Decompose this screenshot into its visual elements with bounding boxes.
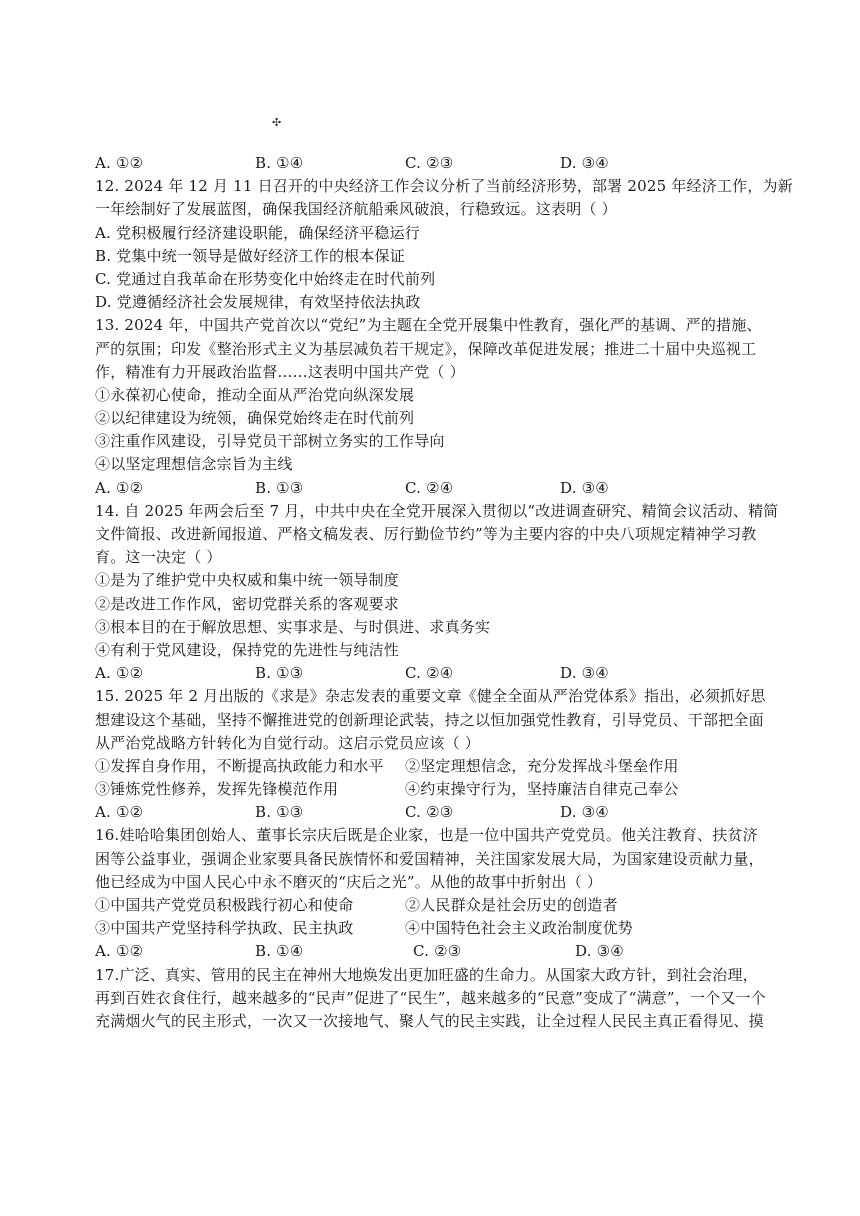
option-b: B. ①③ bbox=[255, 478, 304, 497]
options-row bbox=[95, 801, 795, 824]
statement: ③注重作风建设，引导党员干部树立务实的工作导向 bbox=[95, 432, 445, 451]
option-c: C. ②④ bbox=[405, 664, 454, 683]
question-17 bbox=[95, 964, 795, 1034]
question-stem-line: 他已经成为中国人民心中永不磨灭的“庆后之光”。从他的故事中折射出（ ） bbox=[95, 872, 603, 891]
statement-row bbox=[95, 917, 795, 940]
statement: ③根本目的在于解放思想、实事求是、与时俱进、求真务实 bbox=[95, 617, 491, 636]
option-c: C. ②③ bbox=[405, 803, 454, 822]
question-12 bbox=[95, 175, 795, 314]
statement: ④中国特色社会主义政治制度优势 bbox=[405, 919, 634, 938]
option-c: C. ②③ bbox=[413, 942, 462, 961]
prev-options bbox=[95, 152, 795, 175]
statement: ④以坚定理想信念宗旨为主线 bbox=[95, 455, 293, 474]
statement: ①中国共产党党员积极践行初心和使命 bbox=[95, 896, 354, 914]
option-c: C. ②③ bbox=[405, 154, 454, 172]
option-d: D. ③④ bbox=[560, 803, 609, 822]
option-a: A. ①② bbox=[95, 664, 144, 683]
question-stem-line: 13. 2024 年，中国共产党首次以“党纪”为主题在全党开展集中性教育，强化严的基调、严的措施、 bbox=[95, 316, 762, 335]
scan-mark: ✣ bbox=[272, 116, 282, 129]
statement: ④约束操守行为，坚持廉洁自律克己奉公 bbox=[405, 780, 679, 799]
question-stem-line: 一年绘制好了发展蓝图，确保我国经济航船乘风破浪，行稳致远。这表明（ ） bbox=[95, 200, 617, 219]
option-d: D. ③④ bbox=[560, 664, 609, 683]
option-b: B. ①③ bbox=[255, 664, 304, 683]
option-a: A. ①② bbox=[95, 154, 144, 172]
statement-row bbox=[95, 755, 795, 778]
option-d: D. ③④ bbox=[560, 154, 609, 172]
option-d: D. ③④ bbox=[575, 942, 624, 961]
options-row bbox=[95, 662, 795, 685]
option-a: A. ①② bbox=[95, 478, 144, 497]
statement: ②人民群众是社会历史的创造者 bbox=[405, 896, 618, 914]
question-stem-line: 文件简报、改进新闻报道、严格文稿发表、厉行勤俭节约”等为主要内容的中央八项规定精神学习教 bbox=[95, 525, 757, 543]
question-stem-line: 17.广泛、真实、管用的民主在神州大地焕发出更加旺盛的生命力。从国家大政方针，到社会治理， bbox=[95, 965, 758, 984]
option-b: B. 党集中统一领导是做好经济工作的根本保证 bbox=[95, 246, 405, 265]
question-stem-line: 想建设这个基础，坚持不懈推进党的创新理论武装，持之以恒加强党性教育，引导党员、干部把全面 bbox=[95, 710, 764, 729]
statement: ②是改进工作作风，密切党群关系的客观要求 bbox=[95, 594, 400, 613]
question-14 bbox=[95, 500, 795, 686]
question-stem-line: 严的氛围；印发《整治形式主义为基层减负若干规定》，保障改革促进发展；推进二十届中央巡视工 bbox=[95, 339, 757, 358]
question-stem-line: 充满烟火气的民主形式，一次又一次接地气、聚人气的民主实践，让全过程人民民主真正看得见、摸 bbox=[95, 1011, 764, 1030]
question-content bbox=[95, 152, 795, 1033]
statement: ③锤炼党性修养，发挥先锋模范作用 bbox=[95, 780, 339, 799]
option-b: B. ①③ bbox=[255, 803, 304, 822]
statement: ②以纪律建设为统领，确保党始终走在时代前列 bbox=[95, 409, 415, 428]
option-b: B. ①④ bbox=[255, 154, 304, 172]
question-stem-line: 16.娃哈哈集团创始人、董事长宗庆后既是企业家，也是一位中国共产党党员。他关注教育、扶贫济 bbox=[95, 826, 758, 845]
statement: ①永葆初心使命，推动全面从严治党向纵深发展 bbox=[95, 385, 415, 404]
option-b: B. ①④ bbox=[255, 942, 304, 961]
question-stem-line: 14. 自 2025 年两会后至 7 月，中共中央在全党开展深入贯彻以“改进调查研究、精简会议活动、精简 bbox=[95, 501, 779, 520]
options-row bbox=[95, 940, 795, 963]
statement: ④有利于党风建设，保持党的先进性与纯洁性 bbox=[95, 640, 400, 659]
option-d: D. ③④ bbox=[560, 478, 609, 497]
option-c: C. 党通过自我革命在形势变化中始终走在时代前列 bbox=[95, 269, 436, 288]
statement: ①发挥自身作用，不断提高执政能力和水平 bbox=[95, 756, 384, 775]
statement: ①是为了维护党中央权威和集中统一领导制度 bbox=[95, 571, 400, 590]
statement: ③中国共产党坚持科学执政、民主执政 bbox=[95, 919, 354, 938]
question-stem-line: 再到百姓衣食住行，越来越多的“民声”促进了“民生”，越来越多的“民意”变成了“满意”，一个又一个 bbox=[95, 988, 766, 1007]
question-15 bbox=[95, 685, 795, 824]
option-a: A. 党积极履行经济建设职能，确保经济平稳运行 bbox=[95, 223, 420, 242]
question-stem-line: 困等公益事业，强调企业家要具备民族情怀和爱国精神，关注国家发展大局，为国家建设贡献力量， bbox=[95, 849, 764, 868]
statement-row bbox=[95, 778, 795, 801]
option-a: A. ①② bbox=[95, 803, 144, 822]
statement-row bbox=[95, 894, 795, 917]
question-stem-line: 作，精准有力开展政治监督……这表明中国共产党（ ） bbox=[95, 362, 465, 381]
question-16 bbox=[95, 824, 795, 963]
question-stem-line: 育。这一决定（ ） bbox=[95, 548, 222, 567]
options-row bbox=[95, 477, 795, 500]
question-stem-line: 从严治党战略方针转化为自觉行动。这启示党员应该（ ） bbox=[95, 733, 480, 752]
question-13 bbox=[95, 314, 795, 500]
question-stem-line: 12. 2024 年 12 月 11 日召开的中央经济工作会议分析了当前经济形势，部署 2025 年经济工作，为新 bbox=[95, 177, 793, 196]
option-a: A. ①② bbox=[95, 942, 144, 961]
statement: ②坚定理想信念，充分发挥战斗堡垒作用 bbox=[405, 756, 679, 775]
option-d: D. 党遵循经济社会发展规律，有效坚持依法执政 bbox=[95, 293, 421, 312]
question-stem-line: 15. 2025 年 2 月出版的《求是》杂志发表的重要文章《健全全面从严治党体系》指出，必须抓好思 bbox=[95, 687, 766, 706]
option-c: C. ②④ bbox=[405, 478, 454, 497]
